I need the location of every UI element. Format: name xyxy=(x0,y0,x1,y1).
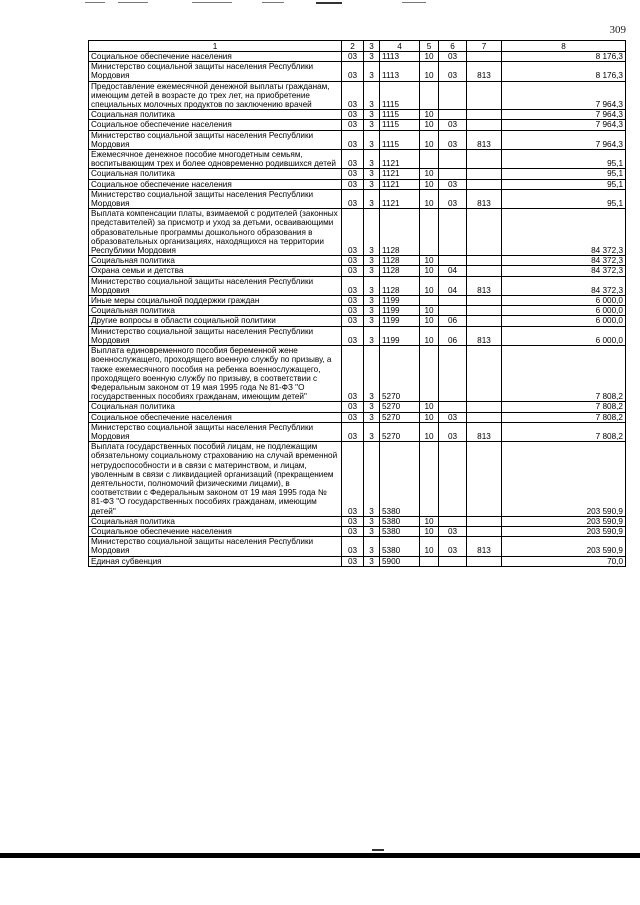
target-code-cell: 1121 xyxy=(380,150,420,169)
table-row xyxy=(89,276,626,295)
expense-type-cell: 813 xyxy=(467,326,502,345)
column-3-cell: 3 xyxy=(364,296,380,306)
expense-type-cell xyxy=(467,52,502,62)
column-2-cell: 03 xyxy=(342,306,364,316)
column-header: 5 xyxy=(420,41,439,52)
subsection-cell xyxy=(439,110,467,120)
expense-type-cell xyxy=(467,516,502,526)
amount-cell: 95,1 xyxy=(502,189,626,208)
expense-type-cell xyxy=(467,256,502,266)
table-row xyxy=(89,316,626,326)
table-row xyxy=(89,326,626,345)
column-3-cell: 3 xyxy=(364,422,380,441)
amount-cell: 7 964,3 xyxy=(502,130,626,149)
column-2-cell: 03 xyxy=(342,346,364,402)
section-cell xyxy=(420,150,439,169)
scan-top-marks xyxy=(0,0,640,8)
target-code-cell: 1121 xyxy=(380,189,420,208)
column-3-cell: 3 xyxy=(364,556,380,566)
column-2-cell: 03 xyxy=(342,537,364,556)
row-name-cell: Социальное обеспечение населения xyxy=(89,179,342,189)
table-row xyxy=(89,120,626,130)
row-name-cell: Социальное обеспечение населения xyxy=(89,52,342,62)
amount-cell: 7 964,3 xyxy=(502,120,626,130)
column-3-cell: 3 xyxy=(364,130,380,149)
amount-cell: 6 000,0 xyxy=(502,316,626,326)
section-cell: 10 xyxy=(420,256,439,266)
target-code-cell: 1128 xyxy=(380,209,420,256)
subsection-cell: 04 xyxy=(439,276,467,295)
amount-cell: 84 372,3 xyxy=(502,266,626,276)
expense-type-cell xyxy=(467,169,502,179)
expense-type-cell xyxy=(467,81,502,110)
section-cell: 10 xyxy=(420,130,439,149)
column-3-cell: 3 xyxy=(364,81,380,110)
column-3-cell: 3 xyxy=(364,120,380,130)
target-code-cell: 5270 xyxy=(380,402,420,412)
subsection-cell: 04 xyxy=(439,266,467,276)
target-code-cell: 1113 xyxy=(380,62,420,81)
section-cell: 10 xyxy=(420,537,439,556)
table-row xyxy=(89,422,626,441)
row-name-cell: Социальное обеспечение населения xyxy=(89,412,342,422)
subsection-cell: 03 xyxy=(439,537,467,556)
section-cell xyxy=(420,346,439,402)
section-cell xyxy=(420,296,439,306)
amount-cell: 6 000,0 xyxy=(502,296,626,306)
column-2-cell: 03 xyxy=(342,526,364,536)
column-3-cell: 3 xyxy=(364,179,380,189)
budget-table xyxy=(88,40,626,567)
column-2-cell: 03 xyxy=(342,52,364,62)
subsection-cell xyxy=(439,81,467,110)
column-3-cell: 3 xyxy=(364,189,380,208)
section-cell: 10 xyxy=(420,189,439,208)
target-code-cell: 1115 xyxy=(380,81,420,110)
table-row xyxy=(89,209,626,256)
expense-type-cell xyxy=(467,296,502,306)
amount-cell: 203 590,9 xyxy=(502,442,626,517)
expense-type-cell: 813 xyxy=(467,62,502,81)
table-row xyxy=(89,130,626,149)
expense-type-cell xyxy=(467,306,502,316)
section-cell: 10 xyxy=(420,179,439,189)
target-code-cell: 1113 xyxy=(380,52,420,62)
expense-type-cell xyxy=(467,526,502,536)
amount-cell: 7 808,2 xyxy=(502,412,626,422)
table-row xyxy=(89,189,626,208)
column-2-cell: 03 xyxy=(342,62,364,81)
row-name-cell: Выплата государственных пособий лицам, не подлежащим обязательному социальному страхованию на случай временной нетрудоспособности и в связи с материнством, и лицам, уволенным в связи с ликвидацией организаций (прекращением деятельности, полномочий физическими лицами), в соответствии с Федеральным законом от 19 мая 1995 года № 81-ФЗ "О государственных пособиях гражданам, имеющим детей" xyxy=(89,442,342,517)
amount-cell: 95,1 xyxy=(502,179,626,189)
section-cell: 10 xyxy=(420,422,439,441)
row-name-cell: Предоставление ежемесячной денежной выплаты гражданам, имеющим детей в возрасте до трех лет, на приобретение специальных молочных продуктов по заключению врачей xyxy=(89,81,342,110)
expense-type-cell: 813 xyxy=(467,537,502,556)
column-header: 4 xyxy=(380,41,420,52)
subsection-cell xyxy=(439,402,467,412)
table-row xyxy=(89,346,626,402)
target-code-cell: 1199 xyxy=(380,316,420,326)
amount-cell: 95,1 xyxy=(502,169,626,179)
column-2-cell: 03 xyxy=(342,412,364,422)
amount-cell: 7 964,3 xyxy=(502,110,626,120)
target-code-cell: 1199 xyxy=(380,296,420,306)
column-2-cell: 03 xyxy=(342,556,364,566)
table-row xyxy=(89,179,626,189)
column-header: 6 xyxy=(439,41,467,52)
section-cell xyxy=(420,556,439,566)
table-row xyxy=(89,296,626,306)
page-number: 309 xyxy=(609,24,626,36)
subsection-cell: 03 xyxy=(439,62,467,81)
column-3-cell: 3 xyxy=(364,346,380,402)
target-code-cell: 1199 xyxy=(380,306,420,316)
expense-type-cell: 813 xyxy=(467,189,502,208)
row-name-cell: Ежемесячное денежное пособие многодетным семьям, воспитывающим трех и более одновременно родившихся детей xyxy=(89,150,342,169)
column-3-cell: 3 xyxy=(364,256,380,266)
row-name-cell: Министерство социальной защиты населения Республики Мордовия xyxy=(89,537,342,556)
amount-cell: 7 808,2 xyxy=(502,346,626,402)
section-cell xyxy=(420,81,439,110)
row-name-cell: Министерство социальной защиты населения Республики Мордовия xyxy=(89,62,342,81)
subsection-cell: 03 xyxy=(439,189,467,208)
target-code-cell: 5270 xyxy=(380,422,420,441)
section-cell: 10 xyxy=(420,120,439,130)
target-code-cell: 1199 xyxy=(380,326,420,345)
amount-cell: 8 176,3 xyxy=(502,62,626,81)
expense-type-cell xyxy=(467,412,502,422)
table-row xyxy=(89,150,626,169)
column-2-cell: 03 xyxy=(342,276,364,295)
column-2-cell: 03 xyxy=(342,81,364,110)
column-header: 7 xyxy=(467,41,502,52)
column-2-cell: 03 xyxy=(342,422,364,441)
column-3-cell: 3 xyxy=(364,412,380,422)
table-row xyxy=(89,537,626,556)
amount-cell: 84 372,3 xyxy=(502,276,626,295)
column-2-cell: 03 xyxy=(342,266,364,276)
column-3-cell: 3 xyxy=(364,62,380,81)
section-cell: 10 xyxy=(420,110,439,120)
row-name-cell: Социальное обеспечение населения xyxy=(89,120,342,130)
expense-type-cell xyxy=(467,442,502,517)
expense-type-cell xyxy=(467,120,502,130)
subsection-cell: 03 xyxy=(439,179,467,189)
target-code-cell: 5380 xyxy=(380,526,420,536)
table-row xyxy=(89,256,626,266)
target-code-cell: 1121 xyxy=(380,169,420,179)
section-cell xyxy=(420,209,439,256)
column-3-cell: 3 xyxy=(364,316,380,326)
subsection-cell xyxy=(439,209,467,256)
column-2-cell: 03 xyxy=(342,150,364,169)
column-header: 2 xyxy=(342,41,364,52)
column-2-cell: 03 xyxy=(342,296,364,306)
column-3-cell: 3 xyxy=(364,516,380,526)
expense-type-cell: 813 xyxy=(467,130,502,149)
table-body xyxy=(89,52,626,567)
row-name-cell: Социальная политика xyxy=(89,516,342,526)
subsection-cell: 03 xyxy=(439,412,467,422)
column-3-cell: 3 xyxy=(364,52,380,62)
row-name-cell: Другие вопросы в области социальной политики xyxy=(89,316,342,326)
target-code-cell: 1121 xyxy=(380,179,420,189)
section-cell: 10 xyxy=(420,326,439,345)
column-3-cell: 3 xyxy=(364,306,380,316)
expense-type-cell xyxy=(467,209,502,256)
column-2-cell: 03 xyxy=(342,442,364,517)
row-name-cell: Министерство социальной защиты населения Республики Мордовия xyxy=(89,326,342,345)
amount-cell: 203 590,9 xyxy=(502,537,626,556)
target-code-cell: 5270 xyxy=(380,346,420,402)
expense-type-cell xyxy=(467,150,502,169)
expense-type-cell xyxy=(467,556,502,566)
target-code-cell: 1115 xyxy=(380,110,420,120)
amount-cell: 84 372,3 xyxy=(502,256,626,266)
column-3-cell: 3 xyxy=(364,526,380,536)
table-row xyxy=(89,442,626,517)
column-2-cell: 03 xyxy=(342,110,364,120)
scan-bottom-bar xyxy=(0,853,640,858)
subsection-cell xyxy=(439,442,467,517)
target-code-cell: 5900 xyxy=(380,556,420,566)
subsection-cell xyxy=(439,169,467,179)
column-2-cell: 03 xyxy=(342,316,364,326)
column-3-cell: 3 xyxy=(364,150,380,169)
expense-type-cell: 813 xyxy=(467,422,502,441)
subsection-cell xyxy=(439,346,467,402)
row-name-cell: Министерство социальной защиты населения Республики Мордовия xyxy=(89,130,342,149)
amount-cell: 95,1 xyxy=(502,150,626,169)
table-row xyxy=(89,52,626,62)
column-3-cell: 3 xyxy=(364,209,380,256)
column-2-cell: 03 xyxy=(342,130,364,149)
section-cell xyxy=(420,442,439,517)
subsection-cell: 03 xyxy=(439,52,467,62)
section-cell: 10 xyxy=(420,316,439,326)
table-row xyxy=(89,169,626,179)
column-header: 3 xyxy=(364,41,380,52)
column-2-cell: 03 xyxy=(342,189,364,208)
column-2-cell: 03 xyxy=(342,179,364,189)
subsection-cell: 03 xyxy=(439,120,467,130)
section-cell: 10 xyxy=(420,412,439,422)
table-row xyxy=(89,412,626,422)
row-name-cell: Министерство социальной защиты населения Республики Мордовия xyxy=(89,422,342,441)
amount-cell: 6 000,0 xyxy=(502,326,626,345)
target-code-cell: 1128 xyxy=(380,256,420,266)
scan-bottom-mark xyxy=(372,849,384,851)
section-cell: 10 xyxy=(420,169,439,179)
expense-type-cell xyxy=(467,316,502,326)
amount-cell: 7 808,2 xyxy=(502,402,626,412)
row-name-cell: Социальная политика xyxy=(89,169,342,179)
subsection-cell: 03 xyxy=(439,130,467,149)
target-code-cell: 5270 xyxy=(380,412,420,422)
amount-cell: 70,0 xyxy=(502,556,626,566)
expense-type-cell xyxy=(467,266,502,276)
section-cell: 10 xyxy=(420,52,439,62)
column-2-cell: 03 xyxy=(342,169,364,179)
row-name-cell: Иные меры социальной поддержки граждан xyxy=(89,296,342,306)
amount-cell: 7 964,3 xyxy=(502,81,626,110)
table-header-row xyxy=(89,41,626,52)
subsection-cell xyxy=(439,306,467,316)
section-cell: 10 xyxy=(420,526,439,536)
expense-type-cell xyxy=(467,402,502,412)
row-name-cell: Социальное обеспечение населения xyxy=(89,526,342,536)
row-name-cell: Социальная политика xyxy=(89,306,342,316)
table-row xyxy=(89,516,626,526)
table-row xyxy=(89,556,626,566)
table-row xyxy=(89,81,626,110)
target-code-cell: 5380 xyxy=(380,516,420,526)
row-name-cell: Министерство социальной защиты населения Республики Мордовия xyxy=(89,189,342,208)
column-3-cell: 3 xyxy=(364,537,380,556)
column-2-cell: 03 xyxy=(342,402,364,412)
subsection-cell: 06 xyxy=(439,316,467,326)
column-3-cell: 3 xyxy=(364,402,380,412)
row-name-cell: Выплата единовременного пособия беременной жене военнослужащего, проходящего военную службу по призыву, а также ежемесячного пособия на ребенка военнослужащего, проходящего военную службу по призыву, в соответствии с Федеральным законом от 19 мая 1995 года № 81-ФЗ "О государственных пособиях гражданам, имеющим детей" xyxy=(89,346,342,402)
amount-cell: 84 372,3 xyxy=(502,209,626,256)
section-cell: 10 xyxy=(420,266,439,276)
subsection-cell xyxy=(439,256,467,266)
subsection-cell: 06 xyxy=(439,326,467,345)
table-row xyxy=(89,62,626,81)
column-3-cell: 3 xyxy=(364,326,380,345)
column-header: 8 xyxy=(502,41,626,52)
target-code-cell: 1115 xyxy=(380,120,420,130)
row-name-cell: Социальная политика xyxy=(89,110,342,120)
column-2-cell: 03 xyxy=(342,516,364,526)
column-2-cell: 03 xyxy=(342,120,364,130)
section-cell: 10 xyxy=(420,62,439,81)
amount-cell: 7 808,2 xyxy=(502,422,626,441)
row-name-cell: Министерство социальной защиты населения Республики Мордовия xyxy=(89,276,342,295)
table-row xyxy=(89,266,626,276)
table-row xyxy=(89,402,626,412)
section-cell: 10 xyxy=(420,276,439,295)
subsection-cell xyxy=(439,150,467,169)
expense-type-cell xyxy=(467,346,502,402)
section-cell: 10 xyxy=(420,516,439,526)
table-row xyxy=(89,110,626,120)
subsection-cell xyxy=(439,556,467,566)
expense-type-cell xyxy=(467,179,502,189)
target-code-cell: 5380 xyxy=(380,442,420,517)
subsection-cell: 03 xyxy=(439,526,467,536)
subsection-cell xyxy=(439,296,467,306)
row-name-cell: Выплата компенсации платы, взимаемой с родителей (законных представителей) за присмотр и уход за детьми, осваивающими образовательные программы дошкольного образования в образовательных организациях, находящихся на территории Республики Мордовия xyxy=(89,209,342,256)
table-row xyxy=(89,526,626,536)
column-3-cell: 3 xyxy=(364,169,380,179)
amount-cell: 8 176,3 xyxy=(502,52,626,62)
column-2-cell: 03 xyxy=(342,256,364,266)
amount-cell: 203 590,9 xyxy=(502,516,626,526)
row-name-cell: Охрана семьи и детства xyxy=(89,266,342,276)
column-2-cell: 03 xyxy=(342,209,364,256)
section-cell: 10 xyxy=(420,402,439,412)
column-3-cell: 3 xyxy=(364,442,380,517)
row-name-cell: Социальная политика xyxy=(89,402,342,412)
subsection-cell xyxy=(439,516,467,526)
amount-cell: 6 000,0 xyxy=(502,306,626,316)
column-3-cell: 3 xyxy=(364,110,380,120)
column-2-cell: 03 xyxy=(342,326,364,345)
amount-cell: 203 590,9 xyxy=(502,526,626,536)
target-code-cell: 5380 xyxy=(380,537,420,556)
target-code-cell: 1115 xyxy=(380,130,420,149)
table-row xyxy=(89,306,626,316)
row-name-cell: Социальная политика xyxy=(89,256,342,266)
subsection-cell: 03 xyxy=(439,422,467,441)
row-name-cell: Единая субвенция xyxy=(89,556,342,566)
column-3-cell: 3 xyxy=(364,266,380,276)
column-3-cell: 3 xyxy=(364,276,380,295)
expense-type-cell: 813 xyxy=(467,276,502,295)
target-code-cell: 1128 xyxy=(380,266,420,276)
expense-type-cell xyxy=(467,110,502,120)
column-header: 1 xyxy=(89,41,342,52)
section-cell: 10 xyxy=(420,306,439,316)
target-code-cell: 1128 xyxy=(380,276,420,295)
